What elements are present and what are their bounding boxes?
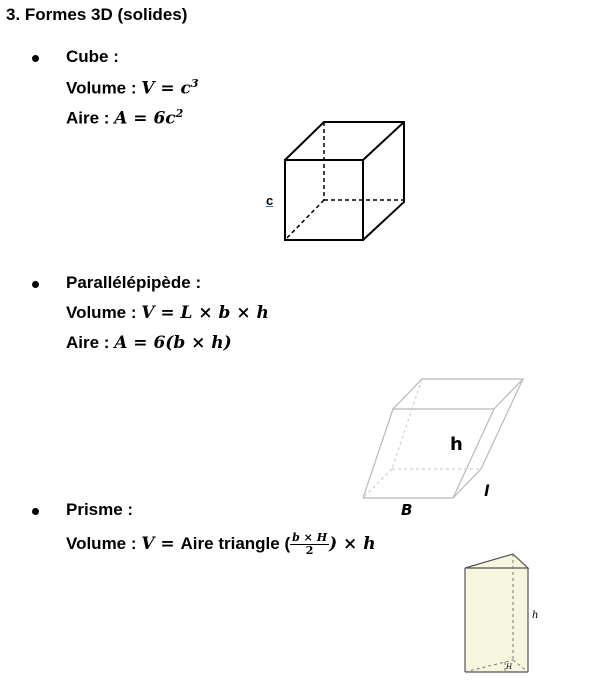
bullet-prism bbox=[32, 508, 39, 515]
cube-area-formula bbox=[66, 107, 183, 129]
cube-area-exponent: 2 bbox=[175, 107, 184, 120]
prism-volume-math-start: V = bbox=[141, 533, 181, 554]
parallelepiped-base-label: B bbox=[401, 501, 413, 519]
parallelepiped-side-label: l bbox=[484, 482, 490, 500]
prism-fraction-numerator: b × H bbox=[292, 531, 328, 544]
cube-area-label: Aire : bbox=[66, 108, 115, 128]
bullet-parallelepiped bbox=[32, 281, 39, 288]
prism-figure bbox=[458, 548, 548, 683]
parallelepiped-title: Parallélépipède : bbox=[66, 273, 202, 292]
parallelepiped-area-label: Aire : bbox=[66, 333, 115, 352]
parallelepiped-figure bbox=[355, 370, 535, 530]
prism-fraction-denominator: 2 bbox=[305, 544, 314, 557]
cube-volume-formula bbox=[66, 77, 199, 99]
prism-volume-text: Aire triangle ( bbox=[180, 533, 291, 553]
prism-volume-fraction bbox=[290, 532, 329, 557]
cube-edge-label: c bbox=[266, 193, 274, 208]
prism-title: Prisme : bbox=[66, 500, 134, 519]
section-heading: 3. Formes 3D (solides) bbox=[6, 5, 188, 24]
bullet-cube bbox=[32, 55, 39, 62]
parallelepiped-area-formula bbox=[66, 333, 232, 353]
prism-volume-math-end: ) × h bbox=[329, 533, 376, 554]
parallelepiped-area-math: A = 6(b × h) bbox=[114, 333, 232, 353]
cube-volume-exponent: 3 bbox=[190, 77, 199, 90]
cube-figure bbox=[280, 118, 410, 243]
cube-volume-math: V = c bbox=[141, 78, 191, 99]
prism-volume-label: Volume : bbox=[66, 533, 142, 553]
parallelepiped-volume-formula bbox=[66, 303, 269, 323]
cube-title: Cube : bbox=[66, 47, 119, 66]
prism-height-label: h bbox=[532, 610, 539, 621]
prism-volume-formula bbox=[66, 532, 376, 557]
parallelepiped-volume-math: V = L × b × h bbox=[141, 303, 269, 323]
cube-volume-label: Volume : bbox=[66, 78, 142, 98]
parallelepiped-height-label: h bbox=[450, 434, 463, 455]
cube-area-math: A = 6c bbox=[114, 108, 176, 129]
prism-inner-height-label: H bbox=[506, 663, 513, 671]
parallelepiped-volume-label: Volume : bbox=[66, 303, 142, 322]
